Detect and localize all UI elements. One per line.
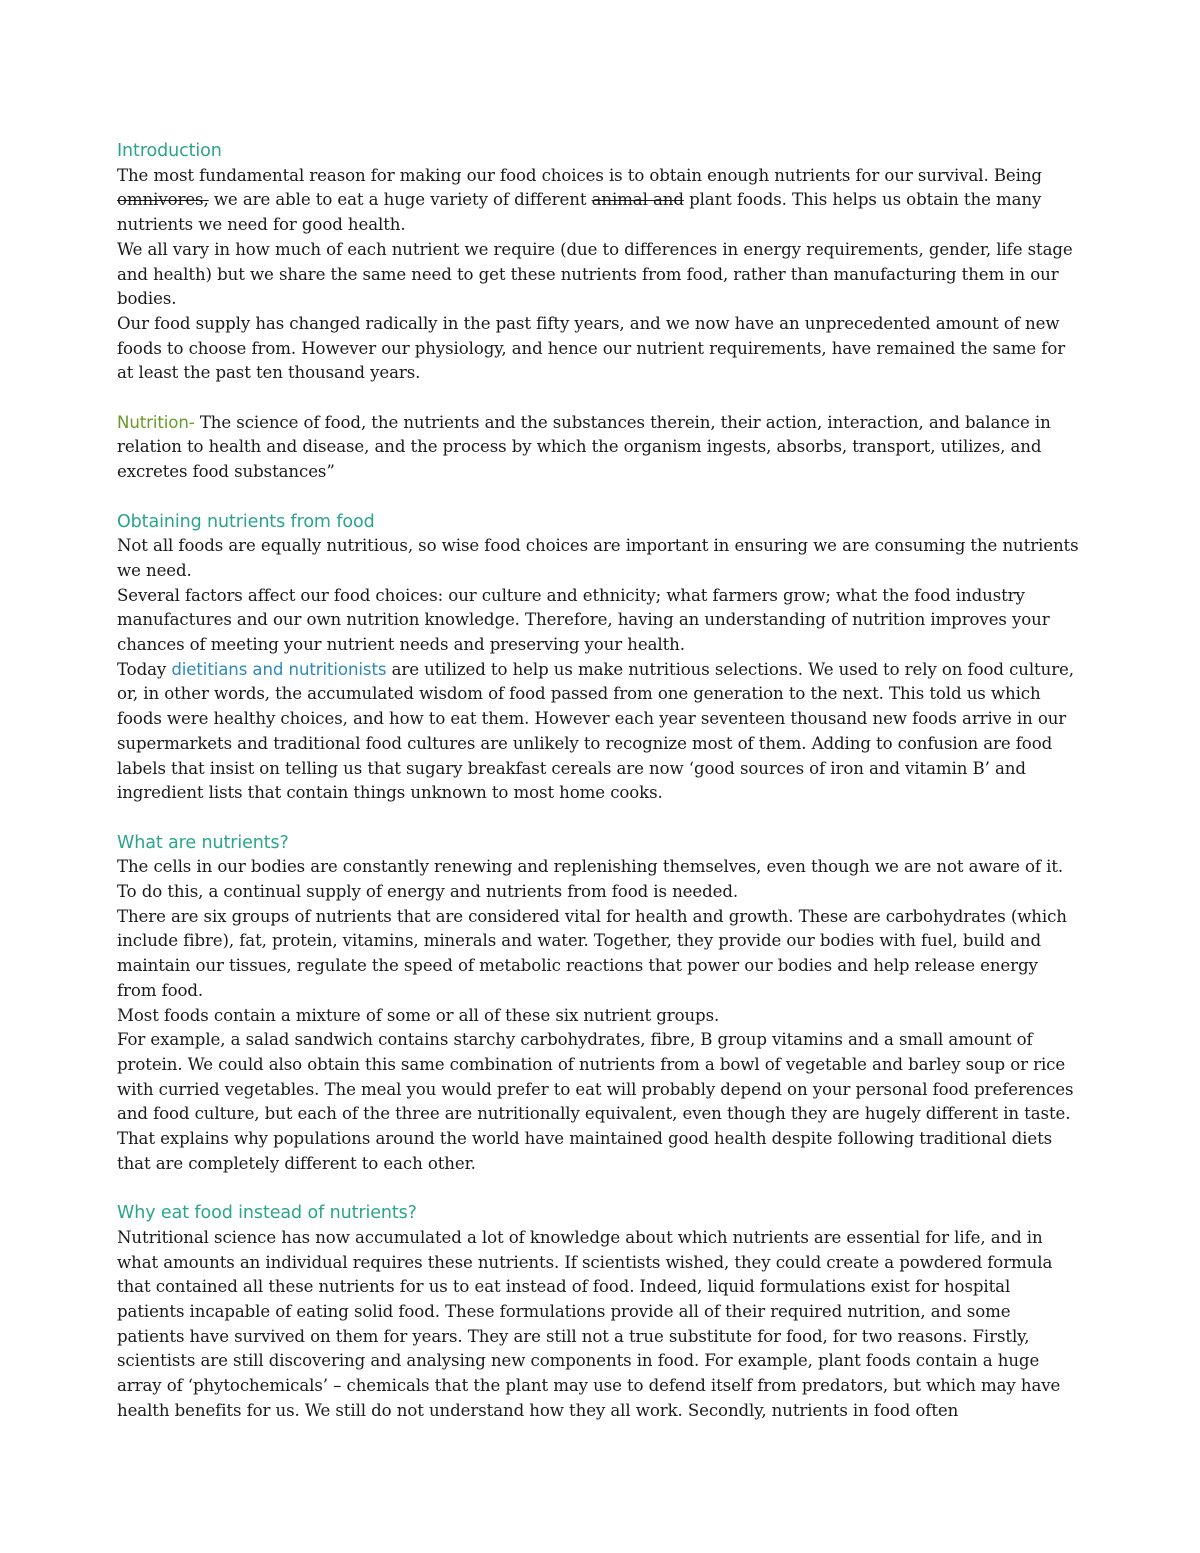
text-run: The most fundamental reason for making our food choices is to obtain enough nutrients for our survival. Being xyxy=(117,165,1042,185)
spacer xyxy=(117,806,1082,831)
document-page xyxy=(117,139,1082,1424)
paragraph: Most foods contain a mixture of some or all of these six nutrient groups. xyxy=(117,1005,720,1025)
text-run: plant foods. This helps us obtain the many nutrients we need for good health. xyxy=(117,190,1042,235)
section-heading-obtaining: Obtaining nutrients from food xyxy=(117,511,375,532)
text-run: Today xyxy=(117,659,172,679)
section-heading-introduction: Introduction xyxy=(117,141,222,161)
paragraph: We all vary in how much of each nutrient we require (due to differences in energy requirements, gender, life stage and health) but we share the same need to get these nutrients from food, rather than manufacturing them in our bodies. xyxy=(117,239,1073,309)
paragraph: There are six groups of nutrients that are considered vital for health and growth. These are carbohydrates (which include fibre), fat, protein, vitamins, minerals and water. Together, they provide our bodies with fuel, build and maintain our tissues, regulate the speed of metabolic reactions that power our bodies and help release energy from food. xyxy=(117,906,1067,1000)
paragraph xyxy=(117,658,1082,806)
paragraph: Several factors affect our food choices: our culture and ethnicity; what farmers grow; what the food industry manufactures and our own nutrition knowledge. Therefore, having an understanding of nutrition improves your chances of meeting your nutrient needs and preserving your health. xyxy=(117,585,1050,655)
section-heading-why-eat-food: Why eat food instead of nutrients? xyxy=(117,1203,417,1224)
struck-text: animal and xyxy=(591,190,684,210)
paragraph: For example, a salad sandwich contains starchy carbohydrates, fibre, B group vitamins and a small amount of protein. We could also obtain this same combination of nutrients from a bowl of vegetable and barley soup or rice with curried vegetables. The meal you would prefer to eat will probably depend on your personal food preferences and food culture, but each of the three are nutritionally equivalent, even though they are hugely different in taste. That explains why populations around the world have maintained good health despite following traditional diets that are completely different to each other. xyxy=(117,1030,1074,1173)
paragraph: Not all foods are equally nutritious, so wise food choices are important in ensuring we are consuming the nutrients we need. xyxy=(117,536,1079,580)
spacer xyxy=(117,485,1082,510)
paragraph: Nutritional science has now accumulated a lot of knowledge about which nutrients are essential for life, and in what amounts an individual requires these nutrients. If scientists wished, they could create a powdered formula that contained all these nutrients for us to eat instead of food. Indeed, liquid formulations exist for hospital patients incapable of eating solid food. These formulations provide all of their required nutrition, and some patients have survived on them for years. They are still not a true substitute for food, for two reasons. Firstly, scientists are still discovering and analysing new components in food. For example, plant foods contain a huge array of ‘phytochemicals’ – chemicals that the plant may use to defend itself from predators, but which may have health benefits for us. We still do not understand how they all work. Secondly, nutrients in food often xyxy=(117,1227,1061,1420)
definition-term: Nutrition- xyxy=(117,412,195,432)
paragraph xyxy=(117,164,1082,238)
text-run: are utilized to help us make nutritious selections. We used to rely on food culture, or, in other words, the accumulated wisdom of food passed from one generation to the next. This told us which foods were healthy choices, and how to eat them. However each year seventeen thousand new foods arrive in our supermarkets and traditional food cultures are unlikely to recognize most of them. Adding to confusion are food labels that insist on telling us that sugary breakfast cereals are now ‘good sources of iron and vitamin B’ and ingredient lists that contain things unknown to most home cooks. xyxy=(117,659,1074,803)
struck-text: omnivores, xyxy=(117,190,209,210)
paragraph: Our food supply has changed radically in the past fifty years, and we now have an unprecedented amount of new foods to choose from. However our physiology, and hence our nutrient requirements, have remained the same for at least the past ten thousand years. xyxy=(117,313,1066,383)
definition-text: The science of food, the nutrients and the substances therein, their action, interaction, and balance in relation to health and disease, and the process by which the organism ingests, absorbs, transport, utilizes, and excretes food substances” xyxy=(117,412,1051,482)
dietitians-link[interactable]: dietitians and nutritionists xyxy=(171,659,387,679)
definition-paragraph xyxy=(117,411,1082,485)
spacer xyxy=(117,386,1082,411)
paragraph: The cells in our bodies are constantly renewing and replenishing themselves, even though we are not aware of it. To do this, a continual supply of energy and nutrients from food is needed. xyxy=(117,857,1064,902)
spacer xyxy=(117,1176,1082,1201)
text-run: we are able to eat a huge variety of different xyxy=(208,190,592,210)
section-heading-what-are-nutrients: What are nutrients? xyxy=(117,832,289,853)
